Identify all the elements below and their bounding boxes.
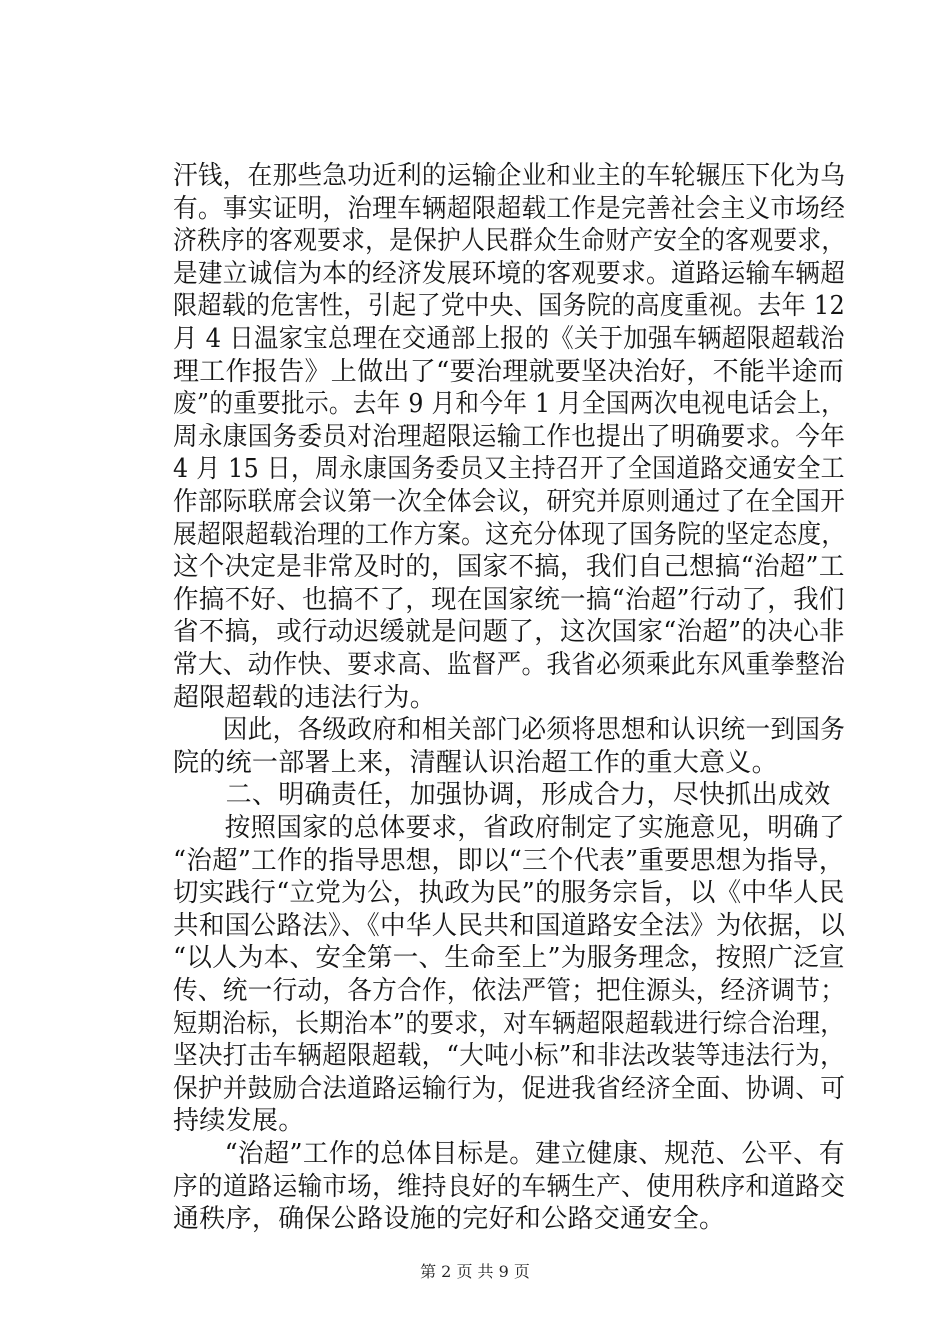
text-line: 切实践行“立党为公，执政为民”的服务宗旨，以《中华人民 [173, 878, 845, 909]
text-line: 按照国家的总体要求，省政府制定了实施意见，明确了 [173, 813, 845, 843]
text-line: 坚决打击车辆超限超载，“大吨小标”和非法改装等违法行为， [173, 1041, 845, 1072]
text-line: 有。事实证明，治理车辆超限超载工作是完善社会主义市场经 [173, 193, 846, 224]
text-line: 限超载的危害性，引起了党中央、国务院的高度重视。去年 12 [173, 291, 846, 322]
text-line: 序的道路运输市场，维持良好的车辆生产、使用秩序和道路交 [173, 1171, 846, 1202]
text-line: 院的统一部署上来，清醒认识治超工作的重大意义。 [173, 747, 778, 778]
text-line: 周永康国务委员对治理超限运输工作也提出了明确要求。今年 [173, 421, 846, 452]
text-line: 4 月 15 日，周永康国务委员又主持召开了全国道路交通安全工 [173, 454, 845, 485]
text-line: 通秩序，确保公路设施的完好和公路交通安全。 [173, 1204, 726, 1235]
text-line: 短期治标，长期治本”的要求，对车辆超限超载进行综合治理， [173, 1008, 845, 1039]
text-line: 因此，各级政府和相关部门必须将思想和认识统一到国务 [173, 715, 846, 746]
text-line: 理工作报告》上做出了“要治理就要坚决治好，不能半途而 [173, 356, 845, 387]
text-line: 月 4 日温家宝总理在交通部上报的《关于加强车辆超限超载治 [173, 324, 845, 354]
text-line: 传、统一行动，各方合作，依法严管；把住源头，经济调节； [173, 976, 846, 1006]
text-line: 这个决定是非常及时的，国家不搞，我们自己想搞“治超”工 [173, 552, 845, 583]
text-line: 济秩序的客观要求，是保护人民群众生命财产安全的客观要求， [173, 226, 846, 257]
text-line: 作搞不好、也搞不了，现在国家统一搞“治超”行动了，我们 [173, 584, 845, 615]
text-line: 省不搞，或行动迟缓就是问题了，这次国家“治超”的决心非 [173, 617, 845, 648]
text-line: 汗钱，在那些急功近利的运输企业和业主的车轮辗压下化为乌 [173, 161, 846, 191]
text-line: “治超”工作的总体目标是。建立健康、规范、公平、有 [173, 1139, 845, 1169]
text-line: 共和国公路法》、《中华人民共和国道路安全法》为依据，以 [173, 910, 846, 941]
text-line: 持续发展。 [173, 1106, 305, 1137]
text-line: 常大、动作快、要求高、监督严。我省必须乘此东风重拳整治 [173, 650, 846, 680]
text-line: 保护并鼓励合法道路运输行为，促进我省经济全面、协调、可 [173, 1073, 846, 1104]
text-line: “以人为本、安全第一、生命至上”为服务理念，按照广泛宣 [173, 943, 845, 974]
text-line: 是建立诚信为本的经济发展环境的客观要求。道路运输车辆超 [173, 258, 846, 289]
text-line: “治超”工作的指导思想，即以“三个代表”重要思想为指导， [173, 845, 845, 876]
text-line: 作部际联席会议第一次全体会议，研究并原则通过了在全国开 [173, 487, 846, 517]
text-line: 展超限超载治理的工作方案。这充分体现了国务院的坚定态度， [173, 519, 846, 550]
text-line: 二、明确责任，加强协调，形成合力，尽快抓出成效 [173, 780, 831, 811]
text-line: 超限超载的违法行为。 [173, 682, 437, 713]
text-line: 废”的重要批示。去年 9 月和今年 1 月全国两次电视电话会上， [173, 389, 846, 420]
page-footer: 第 2 页 共 9 页 [420, 1262, 530, 1281]
